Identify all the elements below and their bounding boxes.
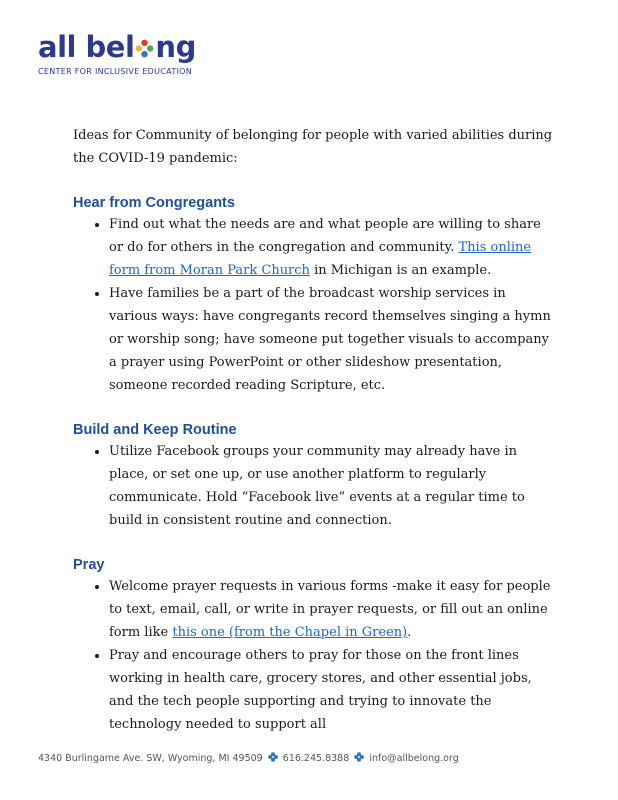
logo-text-part1: all bel [38,30,135,64]
intro-paragraph: Ideas for Community of belonging for people with varied abilities during the COVID-19 pandemic: [73,128,553,166]
footer-email: info@allbelong.org [369,753,459,764]
footer-address: 4340 Burlingame Ave. SW, Wyoming, MI 49509 [38,753,263,764]
section-heading-routine: Build and Keep Routine [73,422,237,438]
chapel-in-green-form-link[interactable]: this one (from the Chapel in Green) [172,625,408,640]
logo-tagline: CENTER FOR INCLUSIVE EDUCATION [38,67,193,76]
section-heading-pray: Pray [73,557,105,573]
list-item: • Find out what the needs are and what people are willing to share or do for others in the congregation and community. This online form from Moran Park Church in Michigan is an example. [109,213,553,282]
separator-icon [268,752,278,762]
list-item: • Utilize Facebook groups your community may already have in place, or set one up, or use another platform to regularly communicate. Hold “Facebook live” events at a regular time to build in consistent routine and connection. [109,440,553,532]
pray-list [73,575,553,736]
logo-emblem-icon [135,39,154,58]
footer-contact [38,752,459,764]
all-belong-logo [38,30,196,76]
logo-wordmark [38,30,196,64]
list-item: • Welcome prayer requests in various forms -make it easy for people to text, email, call, or write in prayer requests, or fill out an online form like this one (from the Chapel in Green). [109,575,553,644]
footer-phone: 616.245.8388 [282,753,350,764]
moran-park-form-link[interactable]: This online form from Moran Park Church [109,240,532,278]
list-item: • Pray and encourage others to pray for those on the front lines working in health care, grocery stores, and other essential jobs, and the tech people supporting and trying to innovate the technology needed to support all [109,644,553,736]
routine-list [73,440,553,532]
separator-icon [354,752,364,762]
congregants-list [73,213,553,397]
document-body [73,124,553,759]
section-heading-congregants: Hear from Congregants [73,195,235,211]
logo-text-part2: ng [155,30,196,64]
list-item: • Have families be a part of the broadcast worship services in various ways: have congregants record themselves singing a hymn or worship song; have someone put together visuals to accompany a prayer using PowerPoint or other slideshow presentation, someone recorded reading Scripture, etc. [109,282,553,397]
